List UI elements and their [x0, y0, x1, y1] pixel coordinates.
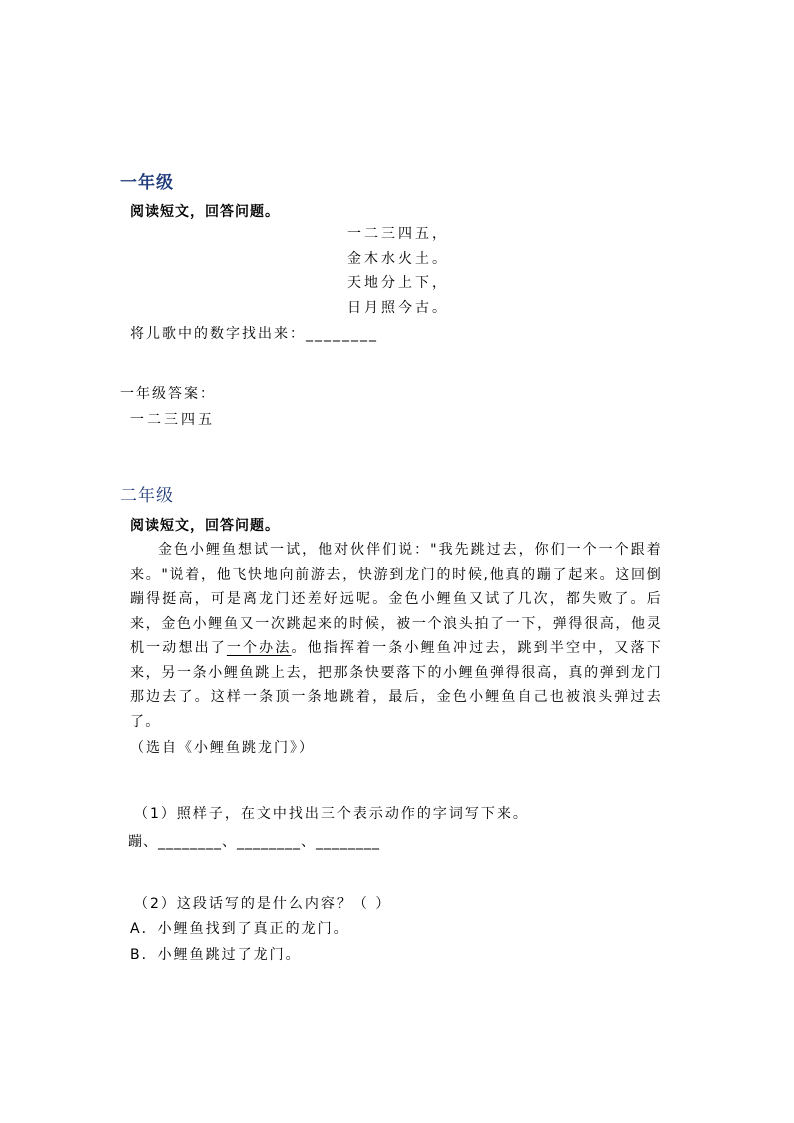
poem-line-1: 一二三四五， [347, 226, 449, 242]
question-2-option-a: A．小鲤鱼找到了真正的龙门。 [130, 921, 350, 937]
poem-line-2: 金木水火土。 [347, 250, 449, 267]
passage-text-after: 。他指挥着一条小鲤鱼冲过去，跳到半空中，又落下来，另一条小鲤鱼跳上去，把那条快要落下的小鲤鱼弹得很高，真的弹到龙门那边去了。这样一条顶一条地跳着，最后，金色小鲤鱼自己也被浪头弹过去了。 [130, 640, 662, 730]
passage-text-before: 金色小鲤鱼想试一试，他对伙伴们说："我先跳过去，你们一个一个跟着来。"说着，他飞快地向前游去，快游到龙门的时候,他真的蹦了起来。这回倒蹦得挺高，可是离龙门还差好远呢。金色小鲤鱼又试了几次，都失败了。后来，金色小鲤鱼又一次跳起来的时候，被一个浪头拍了一下，弹得很高，他灵机一动想出了 [130, 542, 662, 656]
passage-source: （选自《小鲤鱼跳龙门》） [130, 740, 315, 756]
poem-line-4: 日月照今古。 [347, 299, 449, 316]
question-2: （2）这段话写的是什么内容？（ ） [134, 896, 392, 912]
grade2-instruction: 阅读短文，回答问题。 [130, 518, 280, 534]
grade2-passage [130, 538, 662, 734]
grade2-title: 二年级 [120, 486, 174, 506]
question-2-option-b: B．小鲤鱼跳过了龙门。 [130, 947, 302, 963]
grade1-poem [347, 222, 449, 320]
question-1: （1）照样子，在文中找出三个表示动作的字词写下来。 [134, 806, 529, 822]
grade1-title: 一年级 [120, 173, 174, 193]
grade1-instruction: 阅读短文，回答问题。 [130, 204, 280, 220]
grade1-question: 将儿歌中的数字找出来：________ [130, 326, 378, 342]
question-1-blanks: 蹦、________、________、________ [128, 834, 380, 850]
poem-line-3: 天地分上下， [347, 275, 449, 291]
passage-underlined-phrase: 一个办法 [226, 640, 292, 656]
grade1-answer-label: 一年级答案： [120, 386, 216, 402]
grade1-answer: 一二三四五 [130, 412, 215, 428]
